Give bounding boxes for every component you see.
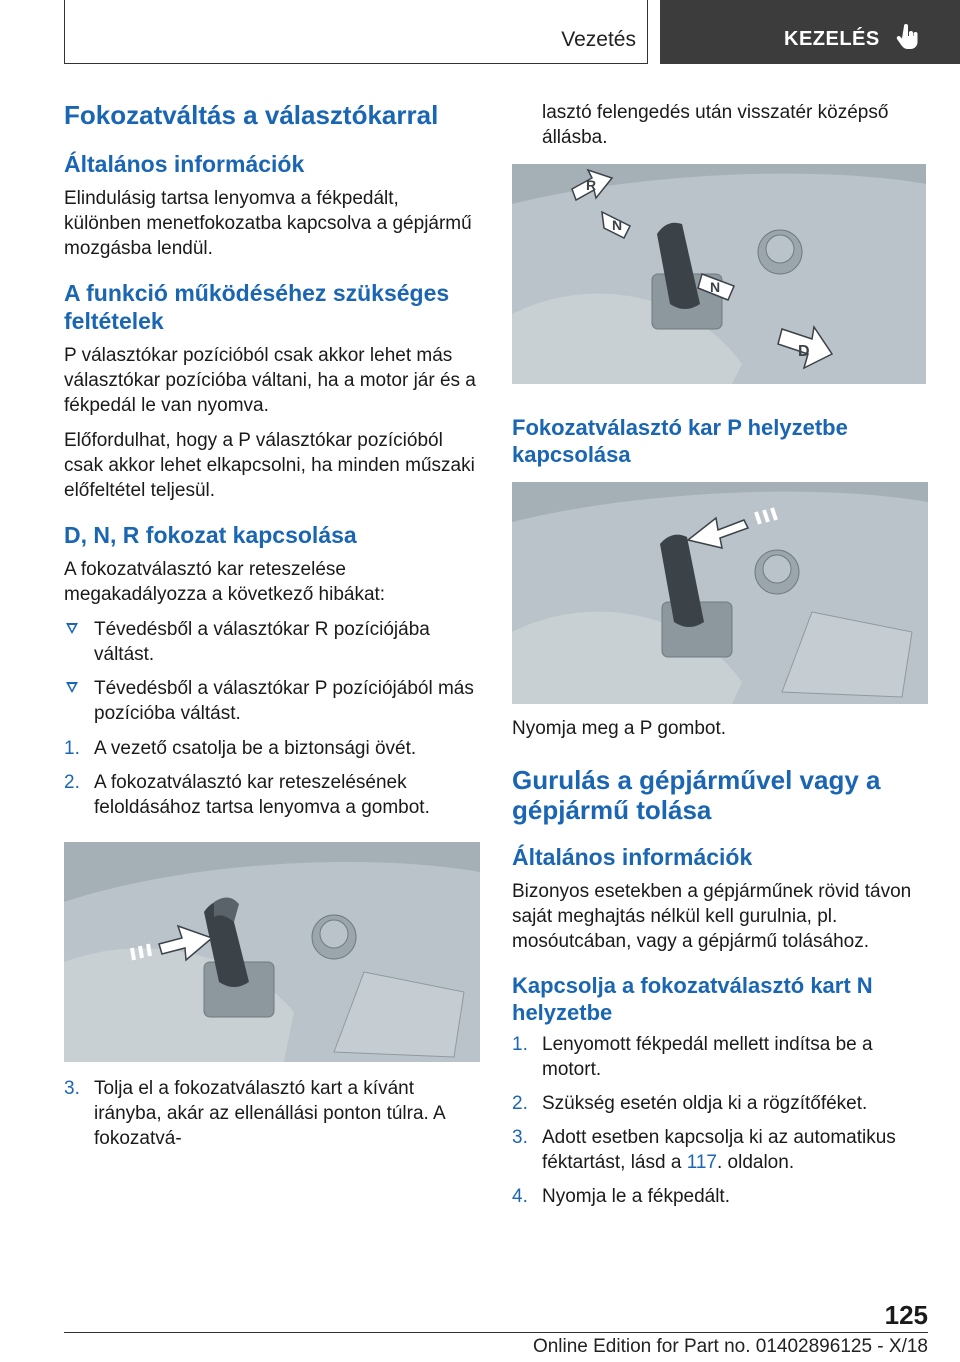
list-item: 4. Nyomja le a fékpedált.	[512, 1186, 730, 1207]
right-column	[512, 100, 928, 1219]
list-item: 1. A vezető csatolja be a biztonsági övét.	[64, 738, 417, 759]
direction-label-d: D	[798, 343, 810, 360]
park-button-illustration	[512, 482, 928, 704]
section-heading-park: Fokozatválasztó kar P helyzetbe kapcsolása	[512, 415, 848, 467]
list-item: Tévedésből a választókar R pozíciójába váltást.	[64, 617, 480, 667]
section-heading-requirements: A funkció működéséhez szükséges feltételek	[64, 280, 450, 334]
step-list-neutral	[512, 1032, 928, 1209]
chapter-tab-label: KEZELÉS	[784, 28, 880, 50]
section-heading-general-2: Általános információk	[512, 844, 753, 870]
section-heading-dnr: D, N, R fokozat kapcsolása	[64, 522, 357, 548]
gear-lever-directions-illustration	[512, 164, 926, 384]
step-list-continued	[64, 1076, 480, 1151]
list-item: 2. Szükség esetén oldja ki a rögzítőféket.	[512, 1093, 868, 1114]
paragraph: Bizonyos esetekben a gépjárműnek rövid távon saját meghajtás nélkül kell gurulnia, pl. mosóutcában, vagy a gépjármű tolásához.	[512, 881, 912, 952]
section-heading-neutral: Kapcsolja a fokozatválasztó kart N helyzetbe	[512, 973, 873, 1025]
section-tab[interactable]: Vezetés	[561, 28, 636, 51]
list-item: 3. Adott esetben kapcsolja ki az automatikus féktartást, lásd a 117. oldalon.	[512, 1127, 896, 1173]
triangle-bullet-icon	[66, 623, 78, 634]
left-column	[64, 100, 480, 1161]
hand-pointer-icon	[896, 24, 920, 57]
triangle-bullet-icon	[66, 682, 78, 693]
paragraph-continued: lasztó felengedés után visszatér középső állásba.	[542, 102, 889, 148]
paragraph: Nyomja meg a P gombot.	[512, 718, 727, 739]
paragraph: P választókar pozícióból csak akkor lehet más választókar pozícióba váltani, ha a motor jár és a fékpedál le van nyomva.	[64, 345, 476, 416]
direction-label-n-down: N	[710, 279, 721, 295]
gear-lever-unlock-illustration	[64, 842, 480, 1062]
list-item: 1. Lenyomott fékpedál mellett indítsa be a motort.	[512, 1034, 873, 1080]
paragraph: Előfordulhat, hogy a P választókar pozícióból csak akkor lehet elkapcsolni, ha minden műszaki előfeltétel teljesül.	[64, 430, 475, 501]
paragraph: A fokozatválasztó kar reteszelése megakadályozza a következő hibákat:	[64, 559, 386, 605]
page-title: Fokozatváltás a választókarral	[64, 100, 439, 130]
list-item: 2. A fokozatválasztó kar reteszelésének feloldásához tartsa lenyomva a gombot.	[64, 772, 430, 818]
list-item: 3. Tolja el a fokozatválasztó kart a kívánt irányba, akár az ellenállási ponton túlra. A fokozatvá-	[64, 1078, 445, 1149]
chapter-tab[interactable]	[660, 0, 960, 64]
footer-rule	[64, 1332, 928, 1333]
header-rule-divider	[647, 0, 648, 64]
direction-label-n-up: N	[612, 217, 623, 233]
step-list	[64, 736, 480, 820]
paragraph: Elindulásig tartsa lenyomva a fékpedált, különben menetfokozatba kapcsolva a gépjármű mozgásba lendül.	[64, 188, 472, 259]
direction-label-r: R	[586, 177, 597, 193]
section-title-rolling: Gurulás a gépjárművel vagy a gépjármű tolása	[512, 765, 881, 825]
page-number: 125	[884, 1300, 928, 1330]
edition-footer: Online Edition for Part no. 01402896125 - X/18	[532, 1336, 928, 1357]
list-item: Tévedésből a választókar P pozíciójából más pozícióba váltást.	[64, 676, 480, 726]
section-heading-general: Általános információk	[64, 151, 305, 177]
page-reference-link[interactable]: 117	[686, 1152, 717, 1173]
header-rule-left	[64, 0, 65, 64]
header-rule-bottom	[64, 63, 648, 64]
bullet-list	[64, 617, 480, 726]
